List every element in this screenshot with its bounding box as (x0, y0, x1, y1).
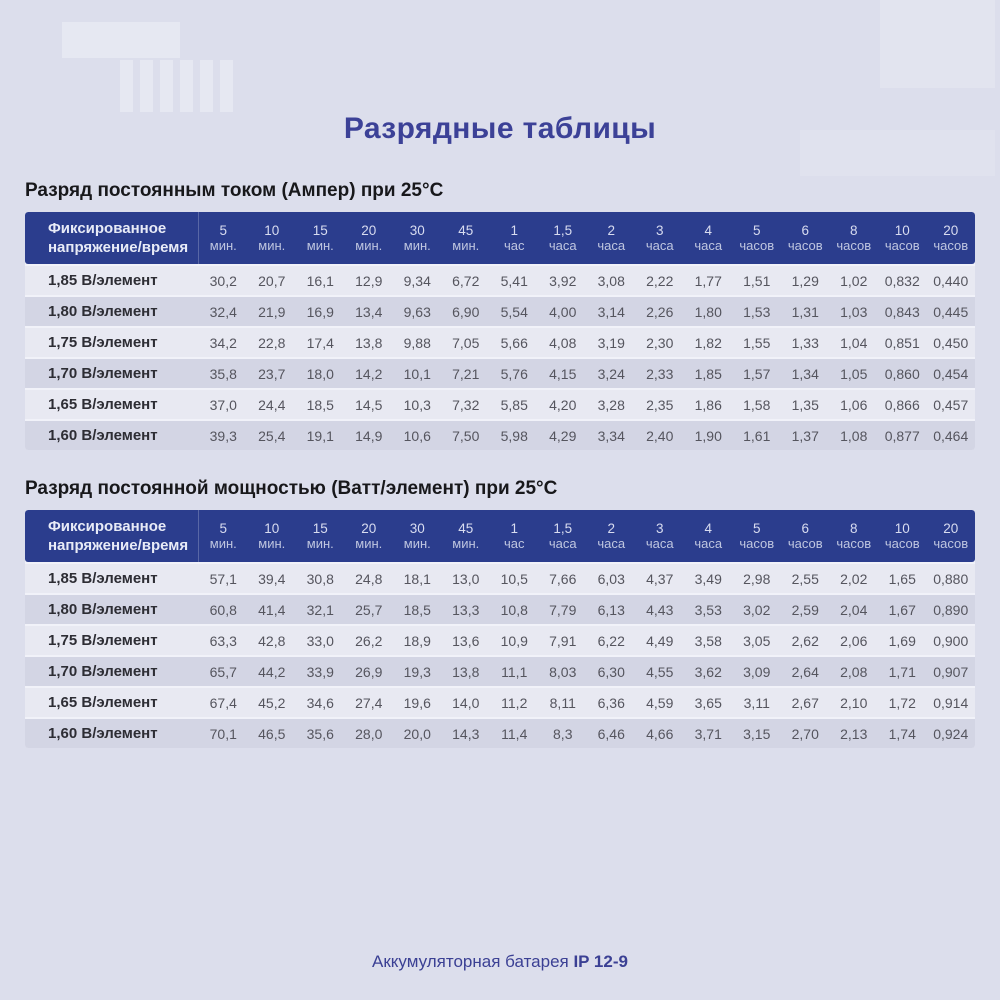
data-cell: 14,0 (442, 688, 491, 717)
section-constant-power (25, 478, 975, 748)
time-column-header: 30 мин. (393, 212, 442, 264)
data-cell: 26,2 (345, 626, 394, 655)
row-label: 1,85 В/элемент (25, 564, 199, 593)
data-cell: 1,37 (781, 421, 830, 450)
time-column-header: 4 часа (684, 510, 733, 562)
table-row (25, 421, 975, 450)
data-cell: 46,5 (248, 719, 297, 748)
data-cell: 1,61 (733, 421, 782, 450)
data-cell: 2,33 (636, 359, 685, 388)
table-row (25, 657, 975, 686)
data-cell: 4,00 (539, 297, 588, 326)
data-cell: 2,62 (781, 626, 830, 655)
data-cell: 16,1 (296, 266, 345, 295)
data-cell: 2,26 (636, 297, 685, 326)
watermark-bar (160, 60, 173, 112)
table-row (25, 390, 975, 419)
data-cell: 1,86 (684, 390, 733, 419)
data-cell: 0,440 (927, 266, 976, 295)
data-cell: 1,65 (878, 564, 927, 593)
data-cell: 1,74 (878, 719, 927, 748)
watermark-bar (220, 60, 233, 112)
row-label: 1,60 В/элемент (25, 421, 199, 450)
table-row (25, 359, 975, 388)
data-cell: 30,2 (199, 266, 248, 295)
data-cell: 0,851 (878, 328, 927, 357)
data-cell: 2,04 (830, 595, 879, 624)
table-row (25, 719, 975, 748)
watermark-bar (180, 60, 193, 112)
data-cell: 57,1 (199, 564, 248, 593)
data-cell: 63,3 (199, 626, 248, 655)
data-cell: 13,6 (442, 626, 491, 655)
data-cell: 3,15 (733, 719, 782, 748)
data-cell: 1,71 (878, 657, 927, 686)
time-column-header: 5 часов (733, 212, 782, 264)
data-cell: 13,8 (442, 657, 491, 686)
table-row (25, 266, 975, 295)
data-cell: 1,77 (684, 266, 733, 295)
data-cell: 32,1 (296, 595, 345, 624)
data-cell: 1,55 (733, 328, 782, 357)
data-cell: 41,4 (248, 595, 297, 624)
time-column-header: 10 мин. (248, 510, 297, 562)
data-cell: 0,445 (927, 297, 976, 326)
data-cell: 23,7 (248, 359, 297, 388)
data-cell: 1,35 (781, 390, 830, 419)
data-cell: 7,66 (539, 564, 588, 593)
section-heading-constant-power: Разряд постоянной мощностью (Ватт/элемент) при 25°C (25, 478, 558, 499)
table-row (25, 297, 975, 326)
table-row (25, 688, 975, 717)
data-cell: 1,03 (830, 297, 879, 326)
data-cell: 1,58 (733, 390, 782, 419)
data-cell: 65,7 (199, 657, 248, 686)
time-column-header: 20 часов (927, 212, 976, 264)
data-cell: 24,4 (248, 390, 297, 419)
data-cell: 33,9 (296, 657, 345, 686)
data-cell: 19,1 (296, 421, 345, 450)
data-cell: 12,9 (345, 266, 394, 295)
time-column-header: 6 часов (781, 510, 830, 562)
data-cell: 13,4 (345, 297, 394, 326)
data-cell: 6,30 (587, 657, 636, 686)
data-cell: 7,91 (539, 626, 588, 655)
data-cell: 37,0 (199, 390, 248, 419)
data-cell: 14,9 (345, 421, 394, 450)
data-cell: 22,8 (248, 328, 297, 357)
data-cell: 4,08 (539, 328, 588, 357)
table-header-row (25, 212, 975, 264)
data-cell: 1,67 (878, 595, 927, 624)
data-cell: 2,30 (636, 328, 685, 357)
data-cell: 7,05 (442, 328, 491, 357)
data-cell: 4,15 (539, 359, 588, 388)
data-cell: 0,877 (878, 421, 927, 450)
data-cell: 4,66 (636, 719, 685, 748)
data-cell: 18,0 (296, 359, 345, 388)
data-cell: 3,28 (587, 390, 636, 419)
data-cell: 3,92 (539, 266, 588, 295)
footer (0, 952, 1000, 972)
data-cell: 0,454 (927, 359, 976, 388)
data-cell: 2,67 (781, 688, 830, 717)
data-cell: 3,19 (587, 328, 636, 357)
data-cell: 14,3 (442, 719, 491, 748)
time-column-header: 10 часов (878, 212, 927, 264)
data-cell: 1,34 (781, 359, 830, 388)
data-cell: 10,1 (393, 359, 442, 388)
time-column-header: 5 мин. (199, 510, 248, 562)
data-cell: 27,4 (345, 688, 394, 717)
data-cell: 3,02 (733, 595, 782, 624)
data-cell: 21,9 (248, 297, 297, 326)
data-cell: 10,3 (393, 390, 442, 419)
data-cell: 11,2 (490, 688, 539, 717)
data-cell: 1,02 (830, 266, 879, 295)
data-cell: 2,70 (781, 719, 830, 748)
time-column-header: 10 мин. (248, 212, 297, 264)
data-cell: 67,4 (199, 688, 248, 717)
watermark-bar (200, 60, 213, 112)
data-cell: 7,21 (442, 359, 491, 388)
data-cell: 2,06 (830, 626, 879, 655)
data-cell: 2,22 (636, 266, 685, 295)
data-cell: 18,1 (393, 564, 442, 593)
data-cell: 6,03 (587, 564, 636, 593)
data-cell: 5,98 (490, 421, 539, 450)
data-cell: 14,2 (345, 359, 394, 388)
data-cell: 1,06 (830, 390, 879, 419)
data-cell: 1,57 (733, 359, 782, 388)
data-cell: 9,63 (393, 297, 442, 326)
data-cell: 2,59 (781, 595, 830, 624)
data-cell: 1,80 (684, 297, 733, 326)
data-cell: 1,82 (684, 328, 733, 357)
data-cell: 0,900 (927, 626, 976, 655)
data-cell: 17,4 (296, 328, 345, 357)
data-cell: 0,924 (927, 719, 976, 748)
time-column-header: 1 час (490, 510, 539, 562)
time-column-header: 6 часов (781, 212, 830, 264)
time-column-header: 1,5 часа (539, 510, 588, 562)
data-cell: 19,3 (393, 657, 442, 686)
time-column-header: 5 часов (733, 510, 782, 562)
data-cell: 45,2 (248, 688, 297, 717)
data-cell: 1,08 (830, 421, 879, 450)
time-column-header: 2 часа (587, 510, 636, 562)
data-cell: 5,41 (490, 266, 539, 295)
data-cell: 3,14 (587, 297, 636, 326)
table-constant-current-wrap (25, 212, 975, 450)
data-cell: 0,890 (927, 595, 976, 624)
table-row (25, 626, 975, 655)
data-cell: 6,90 (442, 297, 491, 326)
section-constant-current (25, 180, 975, 450)
table-constant-current (25, 212, 975, 450)
corner-header: Фиксированное напряжение/время (25, 510, 199, 562)
watermark-block (800, 130, 995, 176)
data-cell: 1,72 (878, 688, 927, 717)
time-column-header: 15 мин. (296, 510, 345, 562)
data-cell: 18,5 (393, 595, 442, 624)
section-heading-constant-current: Разряд постоянным током (Ампер) при 25°C (25, 180, 444, 201)
data-cell: 16,9 (296, 297, 345, 326)
data-cell: 2,40 (636, 421, 685, 450)
data-cell: 1,85 (684, 359, 733, 388)
data-cell: 10,6 (393, 421, 442, 450)
table-row (25, 595, 975, 624)
data-cell: 5,66 (490, 328, 539, 357)
data-cell: 39,4 (248, 564, 297, 593)
data-cell: 2,02 (830, 564, 879, 593)
data-cell: 24,8 (345, 564, 394, 593)
data-cell: 0,464 (927, 421, 976, 450)
data-cell: 0,914 (927, 688, 976, 717)
data-cell: 3,62 (684, 657, 733, 686)
table-row (25, 564, 975, 593)
time-column-header: 20 мин. (345, 212, 394, 264)
data-cell: 13,0 (442, 564, 491, 593)
row-label: 1,65 В/элемент (25, 688, 199, 717)
time-column-header: 20 часов (927, 510, 976, 562)
data-cell: 3,11 (733, 688, 782, 717)
data-cell: 33,0 (296, 626, 345, 655)
data-cell: 5,54 (490, 297, 539, 326)
table-row (25, 328, 975, 357)
time-column-header: 2 часа (587, 212, 636, 264)
data-cell: 42,8 (248, 626, 297, 655)
watermark-block (62, 22, 180, 58)
data-cell: 19,6 (393, 688, 442, 717)
table-constant-power-wrap (25, 510, 975, 748)
data-cell: 4,49 (636, 626, 685, 655)
time-column-header: 3 часа (636, 510, 685, 562)
data-cell: 3,05 (733, 626, 782, 655)
data-cell: 2,64 (781, 657, 830, 686)
data-cell: 6,36 (587, 688, 636, 717)
data-cell: 7,79 (539, 595, 588, 624)
data-cell: 3,53 (684, 595, 733, 624)
battery-model: IP 12-9 (573, 952, 628, 971)
data-cell: 2,13 (830, 719, 879, 748)
data-cell: 3,58 (684, 626, 733, 655)
data-cell: 35,8 (199, 359, 248, 388)
data-cell: 60,8 (199, 595, 248, 624)
corner-header: Фиксированное напряжение/время (25, 212, 199, 264)
row-label: 1,65 В/элемент (25, 390, 199, 419)
time-column-header: 20 мин. (345, 510, 394, 562)
data-cell: 1,69 (878, 626, 927, 655)
page-title: Разрядные таблицы (343, 112, 657, 145)
data-cell: 39,3 (199, 421, 248, 450)
data-cell: 10,8 (490, 595, 539, 624)
row-label: 1,80 В/элемент (25, 297, 199, 326)
time-column-header: 30 мин. (393, 510, 442, 562)
data-cell: 0,866 (878, 390, 927, 419)
data-cell: 9,34 (393, 266, 442, 295)
data-cell: 26,9 (345, 657, 394, 686)
data-cell: 32,4 (199, 297, 248, 326)
data-cell: 0,457 (927, 390, 976, 419)
data-cell: 35,6 (296, 719, 345, 748)
data-cell: 44,2 (248, 657, 297, 686)
data-cell: 11,1 (490, 657, 539, 686)
data-cell: 1,33 (781, 328, 830, 357)
time-column-header: 10 часов (878, 510, 927, 562)
data-cell: 8,3 (539, 719, 588, 748)
data-cell: 7,50 (442, 421, 491, 450)
data-cell: 30,8 (296, 564, 345, 593)
time-column-header: 1 час (490, 212, 539, 264)
data-cell: 3,08 (587, 266, 636, 295)
data-cell: 2,55 (781, 564, 830, 593)
data-cell: 0,450 (927, 328, 976, 357)
data-cell: 0,832 (878, 266, 927, 295)
data-cell: 4,43 (636, 595, 685, 624)
row-label: 1,70 В/элемент (25, 359, 199, 388)
data-cell: 70,1 (199, 719, 248, 748)
data-cell: 4,55 (636, 657, 685, 686)
data-cell: 6,72 (442, 266, 491, 295)
row-label: 1,75 В/элемент (25, 328, 199, 357)
watermark-bar (120, 60, 133, 112)
data-cell: 5,76 (490, 359, 539, 388)
row-label: 1,75 В/элемент (25, 626, 199, 655)
data-cell: 13,8 (345, 328, 394, 357)
data-cell: 6,22 (587, 626, 636, 655)
data-cell: 34,6 (296, 688, 345, 717)
data-cell: 3,09 (733, 657, 782, 686)
data-cell: 1,04 (830, 328, 879, 357)
data-cell: 6,46 (587, 719, 636, 748)
data-cell: 6,13 (587, 595, 636, 624)
time-column-header: 4 часа (684, 212, 733, 264)
data-cell: 4,59 (636, 688, 685, 717)
watermark-block (880, 0, 995, 88)
data-cell: 25,7 (345, 595, 394, 624)
data-cell: 2,10 (830, 688, 879, 717)
data-cell: 0,907 (927, 657, 976, 686)
data-cell: 8,03 (539, 657, 588, 686)
time-column-header: 15 мин. (296, 212, 345, 264)
time-column-header: 1,5 часа (539, 212, 588, 264)
data-cell: 9,88 (393, 328, 442, 357)
data-cell: 3,34 (587, 421, 636, 450)
time-column-header: 5 мин. (199, 212, 248, 264)
data-cell: 1,05 (830, 359, 879, 388)
data-cell: 20,0 (393, 719, 442, 748)
data-cell: 10,9 (490, 626, 539, 655)
time-column-header: 45 мин. (442, 510, 491, 562)
row-label: 1,80 В/элемент (25, 595, 199, 624)
data-cell: 3,65 (684, 688, 733, 717)
data-cell: 0,843 (878, 297, 927, 326)
data-cell: 34,2 (199, 328, 248, 357)
data-cell: 4,37 (636, 564, 685, 593)
data-cell: 1,53 (733, 297, 782, 326)
data-cell: 1,90 (684, 421, 733, 450)
data-cell: 10,5 (490, 564, 539, 593)
data-cell: 18,5 (296, 390, 345, 419)
data-cell: 18,9 (393, 626, 442, 655)
table-constant-power (25, 510, 975, 748)
row-label: 1,60 В/элемент (25, 719, 199, 748)
data-cell: 11,4 (490, 719, 539, 748)
data-cell: 25,4 (248, 421, 297, 450)
data-cell: 3,24 (587, 359, 636, 388)
data-cell: 5,85 (490, 390, 539, 419)
data-cell: 2,35 (636, 390, 685, 419)
data-cell: 13,3 (442, 595, 491, 624)
data-cell: 20,7 (248, 266, 297, 295)
data-cell: 4,29 (539, 421, 588, 450)
footer-label: Аккумуляторная батарея (372, 952, 574, 971)
data-cell: 14,5 (345, 390, 394, 419)
data-cell: 28,0 (345, 719, 394, 748)
data-cell: 1,31 (781, 297, 830, 326)
row-label: 1,70 В/элемент (25, 657, 199, 686)
data-cell: 7,32 (442, 390, 491, 419)
table-header-row (25, 510, 975, 562)
row-label: 1,85 В/элемент (25, 266, 199, 295)
data-cell: 1,51 (733, 266, 782, 295)
data-cell: 0,880 (927, 564, 976, 593)
data-cell: 2,08 (830, 657, 879, 686)
time-column-header: 8 часов (830, 510, 879, 562)
data-cell: 2,98 (733, 564, 782, 593)
watermark-bar (140, 60, 153, 112)
data-cell: 3,71 (684, 719, 733, 748)
time-column-header: 8 часов (830, 212, 879, 264)
time-column-header: 3 часа (636, 212, 685, 264)
data-cell: 0,860 (878, 359, 927, 388)
data-cell: 4,20 (539, 390, 588, 419)
time-column-header: 45 мин. (442, 212, 491, 264)
data-cell: 3,49 (684, 564, 733, 593)
data-cell: 8,11 (539, 688, 588, 717)
data-cell: 1,29 (781, 266, 830, 295)
